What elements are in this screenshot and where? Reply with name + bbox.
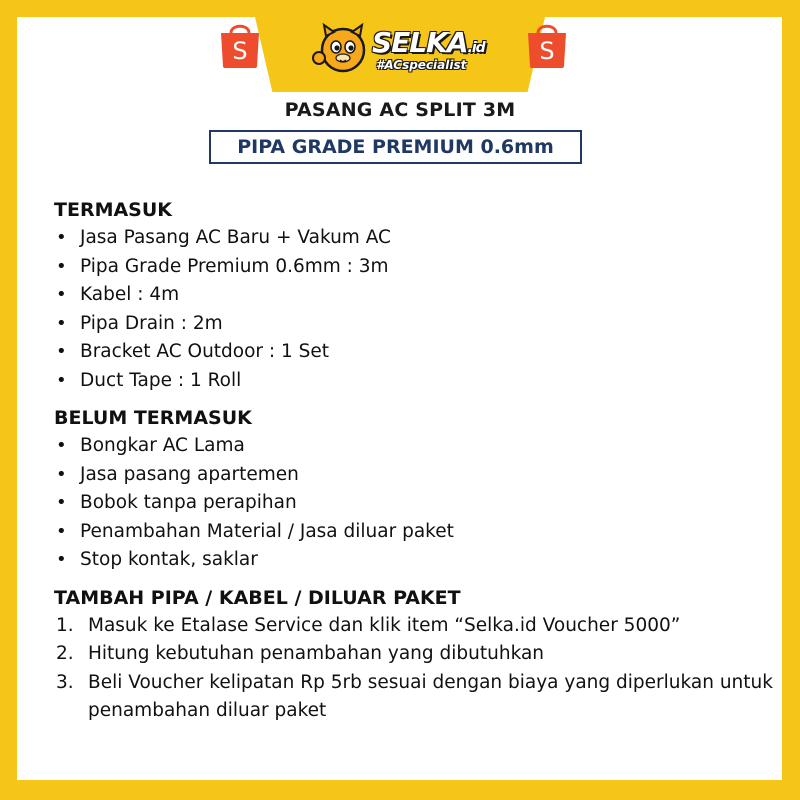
list-item-text: Kabel : 4m bbox=[80, 284, 180, 305]
bullet: • bbox=[56, 312, 67, 334]
brand-wordmark bbox=[372, 26, 485, 59]
list-item-text: Bracket AC Outdoor : 1 Set bbox=[80, 341, 330, 362]
step-text: Masuk ke Etalase Service dan klik item “Selka.id Voucher 5000” bbox=[88, 614, 681, 636]
list-item bbox=[54, 367, 774, 396]
page-subtitle: PIPA GRADE PREMIUM 0.6mm bbox=[237, 136, 554, 158]
subtitle-box bbox=[209, 130, 582, 164]
cat-mascot-icon bbox=[310, 20, 372, 80]
bullet: • bbox=[56, 341, 67, 362]
list-item bbox=[54, 338, 774, 367]
shopee-bag-icon bbox=[217, 18, 263, 70]
list-item bbox=[54, 310, 774, 339]
bullet: • bbox=[56, 435, 67, 456]
list-item-text: Penambahan Material / Jasa diluar paket bbox=[80, 520, 454, 542]
list-item bbox=[54, 461, 774, 490]
list-item-text: Jasa pasang apartemen bbox=[80, 463, 299, 485]
step-text: Hitung kebutuhan penambahan yang dibutuhkan bbox=[88, 643, 545, 664]
list-item bbox=[54, 432, 774, 461]
selka-logo bbox=[310, 20, 500, 80]
excluded-list bbox=[54, 432, 774, 575]
list-item-text: Stop kontak, saklar bbox=[80, 549, 258, 570]
step-item bbox=[54, 640, 774, 669]
brand-name: SELKA bbox=[372, 26, 468, 59]
shop-icon-letter: S bbox=[232, 37, 248, 65]
step-item bbox=[54, 612, 774, 641]
section-heading-termasuk: TERMASUK bbox=[54, 199, 173, 221]
page-title: PASANG AC SPLIT 3M bbox=[284, 99, 516, 121]
bullet: • bbox=[56, 492, 67, 513]
list-item-text: Bongkar AC Lama bbox=[80, 435, 245, 456]
bullet: • bbox=[56, 369, 67, 391]
list-item bbox=[54, 224, 774, 253]
step-number: 1. bbox=[56, 614, 74, 636]
bullet: • bbox=[56, 549, 67, 570]
shopee-bag-icon bbox=[524, 18, 570, 70]
brand-hashtag: #ACspecialist bbox=[376, 58, 467, 72]
list-item-text: Pipa Grade Premium 0.6mm : 3m bbox=[80, 255, 389, 277]
steps-list bbox=[54, 612, 774, 726]
step-item bbox=[54, 669, 774, 726]
step-number: 3. bbox=[56, 671, 74, 693]
bullet: • bbox=[56, 227, 67, 248]
section-heading-tambah: TAMBAH PIPA / KABEL / DILUAR PAKET bbox=[54, 586, 461, 609]
shop-icon-letter: S bbox=[539, 37, 555, 65]
list-item bbox=[54, 489, 774, 518]
step-text: Beli Voucher kelipatan Rp 5rb sesuai dengan biaya yang diperlukan untuk penambahan diluar paket bbox=[88, 671, 773, 721]
bullet: • bbox=[56, 520, 67, 542]
bullet: • bbox=[56, 463, 67, 485]
package-details bbox=[54, 196, 774, 726]
bullet: • bbox=[56, 255, 67, 277]
included-list bbox=[54, 224, 774, 395]
list-item-text: Jasa Pasang AC Baru + Vakum AC bbox=[80, 227, 391, 248]
brand-suffix: .id bbox=[467, 40, 485, 56]
list-item-text: Pipa Drain : 2m bbox=[80, 312, 223, 334]
step-number: 2. bbox=[56, 643, 74, 664]
list-item bbox=[54, 546, 774, 575]
section-heading-belum-termasuk: BELUM TERMASUK bbox=[54, 407, 252, 429]
list-item bbox=[54, 518, 774, 547]
list-item bbox=[54, 281, 774, 310]
list-item-text: Duct Tape : 1 Roll bbox=[80, 369, 242, 391]
list-item-text: Bobok tanpa perapihan bbox=[80, 492, 297, 513]
bullet: • bbox=[56, 284, 67, 305]
list-item bbox=[54, 253, 774, 282]
